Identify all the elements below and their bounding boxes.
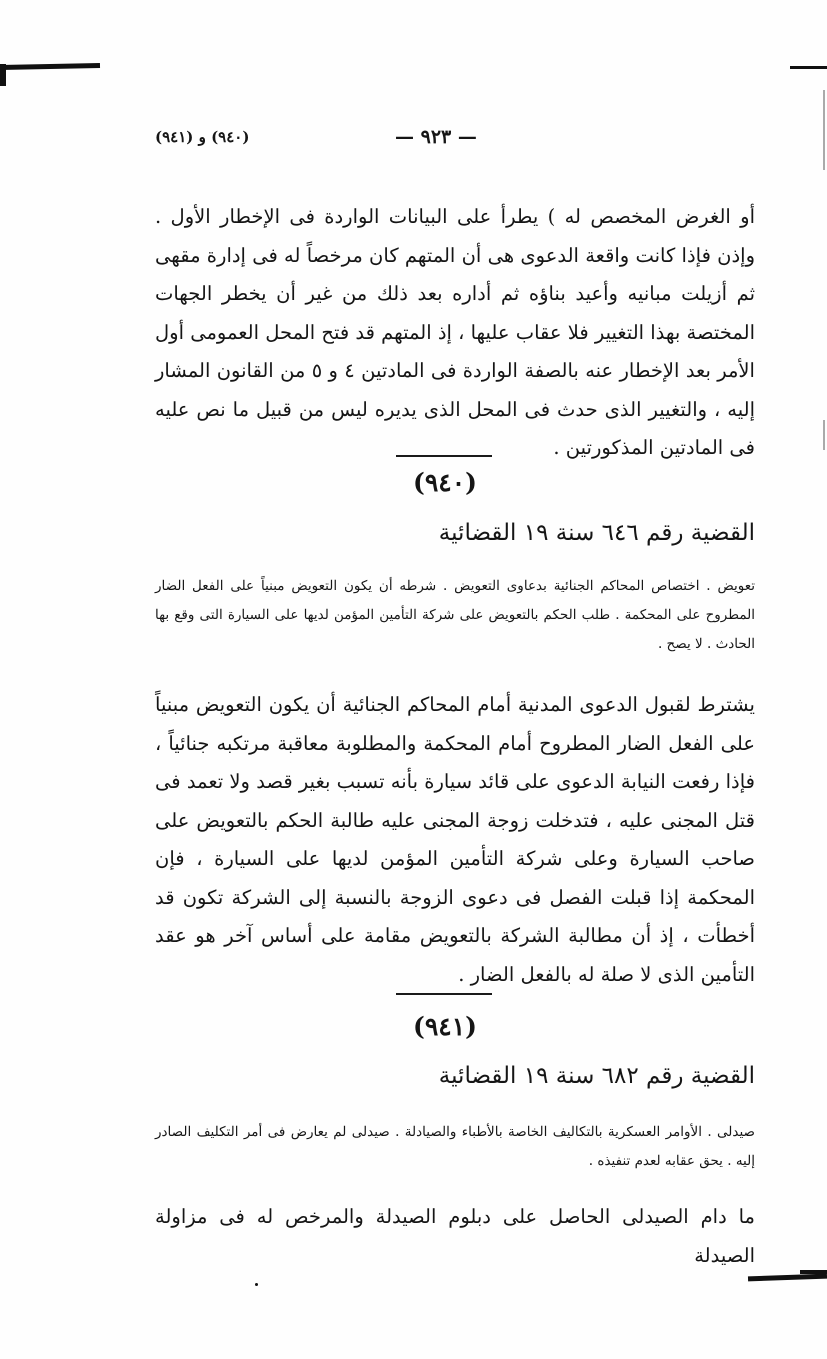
continuation-paragraph: أو الغرض المخصص له ) يطرأ على البيانات الواردة فى الإخطار الأول . وإذن فإذا كانت واقعة الدعوى هى أن المتهم كان مرخصاً له فى إدارة مقهى ثم أزيلت مبانيه وأعيد بناؤه ثم أداره بعد ذلك من غير أن يخطر الجهات المختصة بهذا التغيير فلا عقاب عليها ، إذ المتهم قد فتح المحل العمومى أول الأمر بعد الإخطار عنه بالصفة الواردة فى المادتين ٤ و ٥ من القانون المشار إليه ، والتغيير الذى حدث فى المحل الذى يديره ليس من قبيل ما نص عليه فى المادتين المذكورتين . bbox=[155, 205, 755, 459]
case-number: (٩٤١) bbox=[413, 1012, 477, 1041]
case-body: ما دام الصيدلى الحاصل على دبلوم الصيدلة والمرخص له فى مزاولة الصيدلة bbox=[155, 1205, 755, 1267]
case-body: يشترط لقبول الدعوى المدنية أمام المحاكم الجنائية أن يكون التعويض مبنياً على الفعل الضار المطروح أمام المحكمة والمطلوبة معاقبة مرتكبه جنائياً ، فإذا رفعت النيابة الدعوى على قائد سيارة بأنه تسبب بغير قصد ولا تعمد فى قتل المجنى عليه ، فتدخلت زوجة المجنى عليه طالبة الحكم بالتعويض على صاحب السيارة وعلى شركة التأمين المؤمن لديها على السيارة ، فإن المحكمة إذا قبلت الفصل فى دعوى الزوجة بالنسبة إلى الشركة تكون قد أخطأت ، إذ أن مطالبة الشركة بالتعويض مقامة على أساس آخر هو عقد التأمين الذى لا صلة له بالفعل الضار . bbox=[155, 693, 755, 986]
case-number: (٩٤٠) bbox=[413, 468, 477, 497]
case-title: القضية رقم ٦٤٦ سنة ١٩ القضائية bbox=[438, 520, 755, 546]
case-summary-block bbox=[155, 572, 755, 659]
scan-edge-mark bbox=[790, 66, 827, 69]
case-summary: صيدلى . الأوامر العسكرية بالتكاليف الخاصة بالأطباء والصيادلة . صيدلى لم يعارض فى أمر التكليف الصادر إليه . يحق عقابه لعدم تنفيذه . bbox=[155, 1124, 755, 1169]
section-divider bbox=[396, 455, 492, 457]
scan-edge-mark bbox=[0, 64, 6, 86]
scan-edge-mark bbox=[0, 63, 100, 70]
scan-edge-mark bbox=[823, 90, 825, 170]
scan-edge-mark bbox=[823, 420, 825, 450]
case-summary: تعويض . اختصاص المحاكم الجنائية بدعاوى التعويض . شرطه أن يكون التعويض مبنياً على الفعل الضار المطروح على المحكمة . طلب الحكم بالتعويض على شركة التأمين المؤمن لديها على السيارة التى وقع بها الحادث . لا يصح . bbox=[155, 578, 755, 652]
header-case-refs: (٩٤٠) و (٩٤١) bbox=[155, 128, 250, 146]
case-body-block bbox=[155, 686, 755, 994]
scan-dot bbox=[255, 1283, 258, 1286]
page-header bbox=[150, 122, 760, 162]
case-body-block bbox=[155, 1198, 755, 1275]
continuation-block bbox=[155, 198, 755, 468]
case-summary-block bbox=[155, 1118, 755, 1176]
page-number: — ٩٢٣ — bbox=[395, 126, 477, 148]
case-title: القضية رقم ٦٨٢ سنة ١٩ القضائية bbox=[438, 1063, 755, 1089]
scan-edge-mark bbox=[748, 1274, 827, 1282]
section-divider bbox=[396, 993, 492, 995]
scan-edge-mark bbox=[800, 1270, 827, 1274]
